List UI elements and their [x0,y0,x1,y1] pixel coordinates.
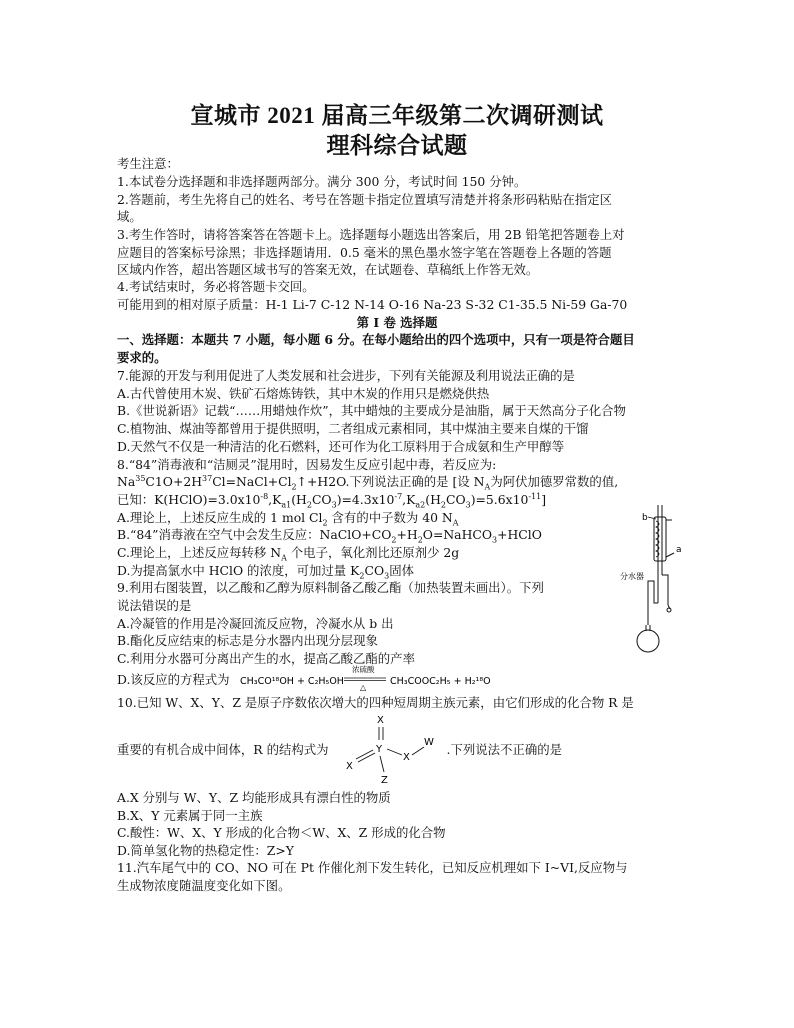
equation-catalyst: 浓硫酸 [352,665,375,674]
q8-stem: 8.“84”消毒液和“洁厕灵”混用时，因易发生反应引起中毒，若反应为: [117,457,497,472]
q10-stem: 10.已知 W、X、Y、Z 是原子序数依次增大的四种短周期主族元素，由它们形成的化合物 R 是 [117,695,634,710]
atom-z: Z [381,775,388,786]
atom-x-top: X [377,715,384,726]
q11-stem-1: 11.汽车尾气中的 CO、NO 可在 Pt 作催化剂下发生转化，已知反应机理如下 I~VI,反应物与 [117,860,628,875]
q8-option-b: B.“84”消毒液在空气中会发生反应：$NaClO+CO_2+H_2O=NaHCO_3+HClO$ [117,527,542,545]
page-subtitle: 理科综合试题 [326,133,468,158]
bond-x-w [412,747,424,755]
q7-option-a: A.古代曾使用木炭、铁矿石熔炼铸铁，其中木炭的作用只是燃烧供热 [117,386,490,401]
q7-option-c: C.植物油、煤油等都曾用于提供照明，二者组成元素相同，其中煤油主要来自煤的干馏 [117,421,589,436]
notice-line-1: 1.本试卷分选择题和非选择题两部分。满分 300 分，考试时间 150 分钟。 [117,174,527,189]
atom-y: Y [376,744,383,755]
label-separator: 分水器 [620,572,644,581]
notice-line-2: 2.答题前，考生先将自己的姓名、考号在答题卡指定位置填写清楚并将条形码粘贴在指定区 [117,192,613,207]
q7-option-d: D.天然气不仅是一种清洁的化石燃料，还可作为化工原料用于合成氨和生产甲醇等 [117,439,565,454]
flask-icon [637,625,659,652]
atom-x-right: X [403,752,410,763]
q9-option-b: B.酯化反应结束的标志是分水器内出现分层现象 [117,633,378,648]
equation-reactants: CH₃CO¹⁸OH + C₂H₅OH [240,676,344,687]
q8-option-d: D.为提高氯水中 HClO 的浓度，可加过量 $K_2CO_3$固体 [117,563,414,581]
q10-option-b: B.X、Y 元素属于同一主族 [117,808,263,823]
equation-products: CH₃COOC₂H₅ + H₂¹⁸O [390,676,491,687]
page-title: 宣城市 2021 届高三年级第二次调研测试 [190,103,604,128]
atomic-masses: 可能用到的相对原子质量：H-1 Li-7 C-12 N-14 O-16 Na-23 S-32 C1-35.5 Ni-59 Ga-70 [117,297,628,312]
q8-option-a: A.理论上，上述反应生成的 1 mol $Cl_2$ 含有的中子数为 40 $N_A$ [117,510,459,528]
q11-stem-2: 生成物浓度随温度变化如下图。 [117,878,291,893]
q9-option-d: D.该反应的方程式为 [117,672,230,687]
q7-stem: 7.能源的开发与利用促进了人类发展和社会进步，下列有关能源及利用说法正确的是 [117,368,575,383]
notice-line-7: 4.考试结束时，务必将答题卡交回。 [117,279,315,294]
water-separator-icon [648,563,671,625]
q9-reaction-equation [240,663,510,693]
notice-line-3: 域。 [117,209,142,224]
section-instruction-1: 一、选择题：本题共 7 小题，每小题 6 分。在每小题给出的四个选项中，只有一项是符合题目 [117,332,635,347]
notice-heading: 考生注意： [117,156,179,171]
q9-stem-1: 9.利用右图装置，以乙酸和乙醇为原料制备乙酸乙酯（加热装置未画出）。下列 [117,580,544,595]
atom-x-left: X [346,761,353,772]
bond-double-left [356,750,373,759]
q9-option-c: C.利用分水器可分离出产生的水，提高乙酸乙酯的产率 [117,651,415,666]
condenser-icon [654,505,674,563]
bond-single-right [387,749,402,755]
notice-line-6: 区域内作答，超出答题区域书写的答案无效，在试题卷、草稿纸上作答无效。 [117,262,539,277]
q10-option-c: C.酸性：W、X、Y 形成的化合物＜W、X、Z 形成的化合物 [117,825,446,840]
notice-line-4: 3.考生作答时，请将答案答在答题卡上。选择题每小题选出答案后，用 2B 铅笔把答题卷上对 [117,227,625,242]
q9-apparatus-figure [620,503,700,653]
structural-formula-r [342,712,452,788]
q10-option-d: D.简单氢化物的热稳定性：Z>Y [117,843,294,858]
section-instruction-2: 要求的。 [117,350,167,365]
label-b: b [642,513,648,523]
equation-heat: △ [360,683,367,692]
label-a: a [676,545,682,555]
q10-option-a: A.X 分别与 W、Y、Z 均能形成具有漂白性的物质 [117,790,391,805]
q9-option-a: A.冷凝管的作用是冷凝回流反应物，冷凝水从 b 出 [117,616,394,631]
q8-option-c: C.理论上，上述反应每转移 $N_A$ 个电子，氧化剂比还原剂少 2g [117,545,460,563]
notice-line-5: 应题目的答案标号涂黑；非选择题请用．0.5 毫米的黑色墨水签字笔在答题卷上各题的答题 [117,245,612,260]
section-title: 第 I 卷 选择题 [356,315,438,330]
q8-constants: 已知：$K(HClO)=3.0x10^{-8},K_{a1}(H_2CO_3)=4.3x10^{-7},K_{a2}(H_2CO_3)=5.6x10^{-11}$] [117,491,547,510]
q8-equation: $Na^{35}C1O+2H^{37}Cl=NaCl+Cl_2↑+H2O$.下列说法正确的是 [设 $N_A$为阿伏加德罗常数的值, [117,473,619,492]
atom-w: W [424,737,434,748]
q9-stem-2: 说法错误的是 [117,598,192,613]
bond-single-bottom [380,756,384,772]
q7-option-b: B.《世说新语》记载“……用蜡烛作炊”，其中蜡烛的主要成分是油脂，属于天然高分子化合物 [117,403,626,418]
q10-stem-line-2: 重要的有机合成中间体，R 的结构式为 .下列说法不正确的是 [117,742,562,757]
